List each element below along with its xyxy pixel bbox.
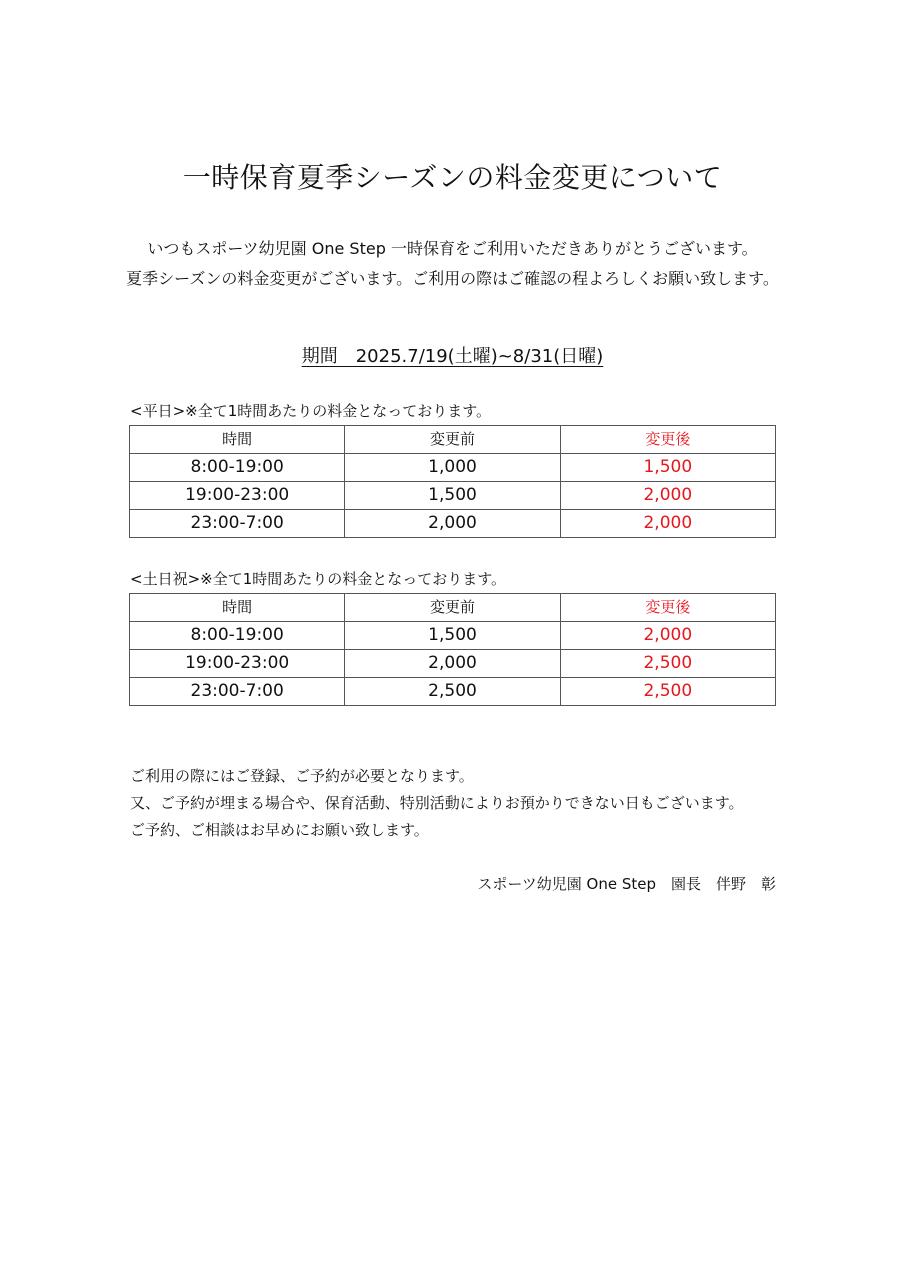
note-line-2: 又、ご予約が埋まる場合や、保育活動、特別活動によりお預かりできない日もございます。	[130, 794, 744, 812]
header-after: 変更後	[560, 594, 775, 622]
table-row	[130, 482, 776, 510]
signature: スポーツ幼児園 One Step 園長 伴野 彰	[477, 875, 776, 893]
cell-after: 2,000	[560, 510, 775, 538]
holiday-label: <土日祝>※全て1時間あたりの料金となっております。	[130, 570, 507, 588]
cell-after: 1,500	[560, 454, 775, 482]
cell-before: 2,000	[345, 650, 560, 678]
intro-text	[0, 234, 905, 294]
header-time: 時間	[130, 426, 345, 454]
header-time: 時間	[130, 594, 345, 622]
header-before: 変更前	[345, 426, 560, 454]
cell-time: 23:00-7:00	[130, 678, 345, 706]
cell-after: 2,000	[560, 622, 775, 650]
note-line-1: ご利用の際にはご登録、ご予約が必要となります。	[130, 767, 474, 785]
header-after: 変更後	[560, 426, 775, 454]
table-row	[130, 510, 776, 538]
intro-line-2: 夏季シーズンの料金変更がございます。ご利用の際はご確認の程よろしくお願い致します。	[126, 269, 779, 288]
notes-section	[130, 763, 744, 844]
note-line-3: ご予約、ご相談はお早めにお願い致します。	[130, 821, 429, 839]
intro-line-1: いつもスポーツ幼児園 One Step 一時保育をご利用いただきありがとうございます。	[147, 239, 758, 258]
table-header-row	[130, 594, 776, 622]
cell-before: 2,500	[345, 678, 560, 706]
weekday-label: <平日>※全て1時間あたりの料金となっております。	[130, 402, 492, 420]
header-before: 変更前	[345, 594, 560, 622]
cell-before: 1,000	[345, 454, 560, 482]
cell-time: 19:00-23:00	[130, 482, 345, 510]
table-row	[130, 622, 776, 650]
table-row	[130, 678, 776, 706]
cell-after: 2,000	[560, 482, 775, 510]
cell-time: 19:00-23:00	[130, 650, 345, 678]
cell-before: 1,500	[345, 622, 560, 650]
table-row	[130, 454, 776, 482]
cell-after: 2,500	[560, 650, 775, 678]
cell-time: 8:00-19:00	[130, 454, 345, 482]
period-heading	[0, 343, 905, 371]
cell-time: 8:00-19:00	[130, 622, 345, 650]
cell-before: 2,000	[345, 510, 560, 538]
cell-before: 1,500	[345, 482, 560, 510]
table-header-row	[130, 426, 776, 454]
period-text: 期間 2025.7/19(土曜)~8/31(日曜)	[301, 346, 604, 367]
table-row	[130, 650, 776, 678]
cell-time: 23:00-7:00	[130, 510, 345, 538]
weekday-fee-table	[129, 425, 776, 538]
holiday-fee-table	[129, 593, 776, 706]
cell-after: 2,500	[560, 678, 775, 706]
page-title: 一時保育夏季シーズンの料金変更について	[182, 161, 723, 194]
